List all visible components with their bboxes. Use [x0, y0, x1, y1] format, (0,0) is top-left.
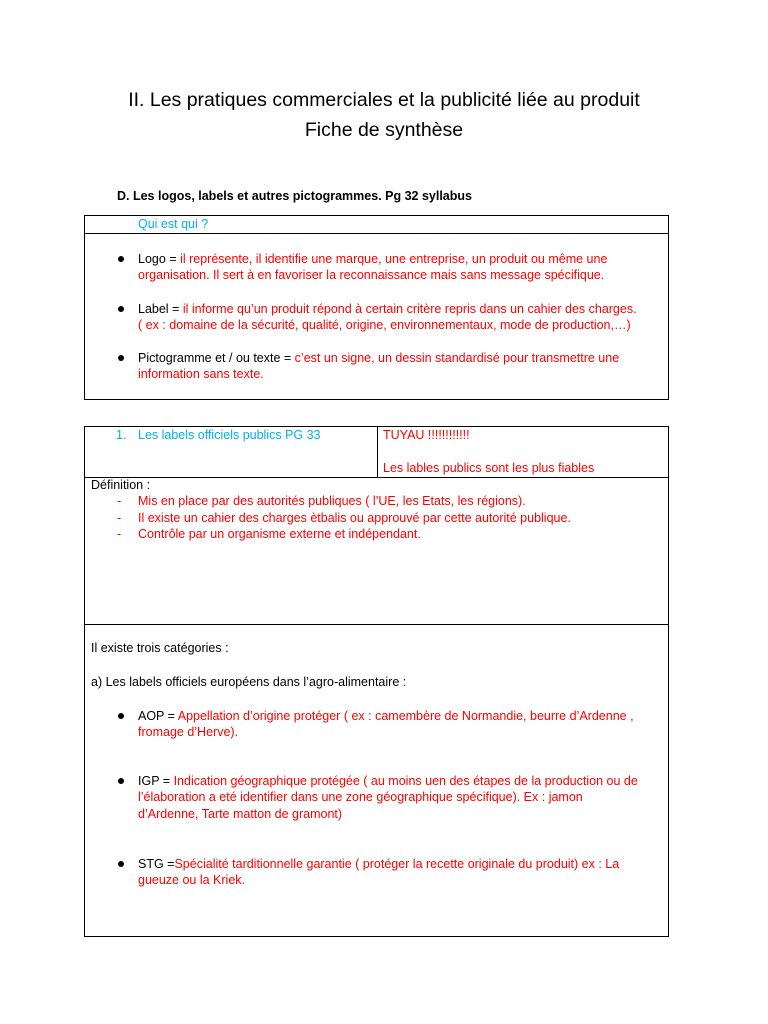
label-aop-term: AOP = [138, 709, 178, 723]
section-heading: D. Les logos, labels et autres pictogrammes. Pg 32 syllabus [117, 189, 472, 203]
bullet-icon [118, 713, 124, 719]
label-igp-term: IGP = [138, 774, 174, 788]
label-stg-line2: gueuze ou la Kriek. [138, 873, 246, 887]
item-pictogramme [138, 350, 619, 367]
label-aop-line2: fromage d’Herve). [138, 725, 239, 739]
list-number: 1. [116, 428, 127, 442]
label-stg-term: STG = [138, 857, 175, 871]
dash-bullet: - [117, 527, 122, 541]
categories-sub: a) Les labels officiels européens dans l’agro-alimentaire : [91, 675, 407, 689]
bullet-icon [118, 778, 124, 784]
label-stg-line1: Spécialité tarditionnelle garantie ( protéger la recette originale du produit) ex : La [174, 857, 620, 871]
label-stg [138, 856, 619, 873]
item-logo-term: Logo = [138, 252, 181, 266]
definition-item: Mis en place par des autorités publiques ( l’UE, les Etats, les régions). [138, 494, 526, 508]
table-divider [84, 233, 669, 234]
dash-bullet: - [117, 494, 122, 508]
item-pictogramme-term: Pictogramme et / ou texte = [138, 351, 295, 365]
definition-label: Définition : [91, 478, 151, 492]
label-igp-line1: Indication géographique protégée ( au moins uen des étapes de la production ou de [173, 774, 638, 788]
table-divider [84, 624, 669, 625]
tip-title: TUYAU !!!!!!!!!!!! [383, 428, 470, 442]
item-label-line2: ( ex : domaine de la sécurité, qualité, origine, environnementaux, mode de production,…) [138, 318, 631, 332]
table-header-qui-est-qui: Qui est qui ? [138, 217, 209, 231]
item-logo [138, 251, 607, 268]
table-divider [84, 477, 669, 478]
item-label-term: Label = [138, 302, 183, 316]
bullet-icon [118, 355, 124, 361]
table-header-labels-officiels: Les labels officiels publics PG 33 [138, 428, 321, 442]
label-igp [138, 773, 638, 790]
tip-text: Les lables publics sont les plus fiables [383, 461, 595, 475]
item-pictogramme-line1: c’est un signe, un dessin standardisé pour transmettre une [294, 351, 620, 365]
label-igp-line2: l’élaboration a eté identifier dans une zone géographique spécifique). Ex : jamon [138, 790, 583, 804]
dash-bullet: - [117, 511, 122, 525]
item-label [138, 301, 637, 318]
item-logo-line1: il représente, il identifie une marque, une entreprise, un produit ou même une [180, 252, 608, 266]
categories-intro: Il existe trois catégories : [91, 641, 229, 655]
bullet-icon [118, 861, 124, 867]
definition-item: Contrôle par un organisme externe et indépendant. [138, 527, 421, 541]
label-aop-line1: Appellation d’origine protéger ( ex : camembère de Normandie, beurre d’Ardenne , [177, 709, 634, 723]
item-pictogramme-line2: information sans texte. [138, 367, 264, 381]
page-title: II. Les pratiques commerciales et la publicité liée au produit [128, 89, 640, 111]
bullet-icon [118, 256, 124, 262]
item-label-line1: il informe qu’un produit répond à certain critère repris dans un cahier des charges. [182, 302, 637, 316]
bullet-icon [118, 306, 124, 312]
label-igp-line3: d’Ardenne, Tarte matton de gramont) [138, 807, 343, 821]
label-aop [138, 708, 634, 725]
table-column-divider [377, 426, 378, 478]
definition-item: Il existe un cahier des charges ètbalis ou approuvé par cette autorité publique. [138, 511, 571, 525]
page-subtitle: Fiche de synthèse [304, 119, 464, 141]
item-logo-line2: organisation. Il sert à en favoriser la reconnaissance mais sans message spécifique. [138, 268, 605, 282]
